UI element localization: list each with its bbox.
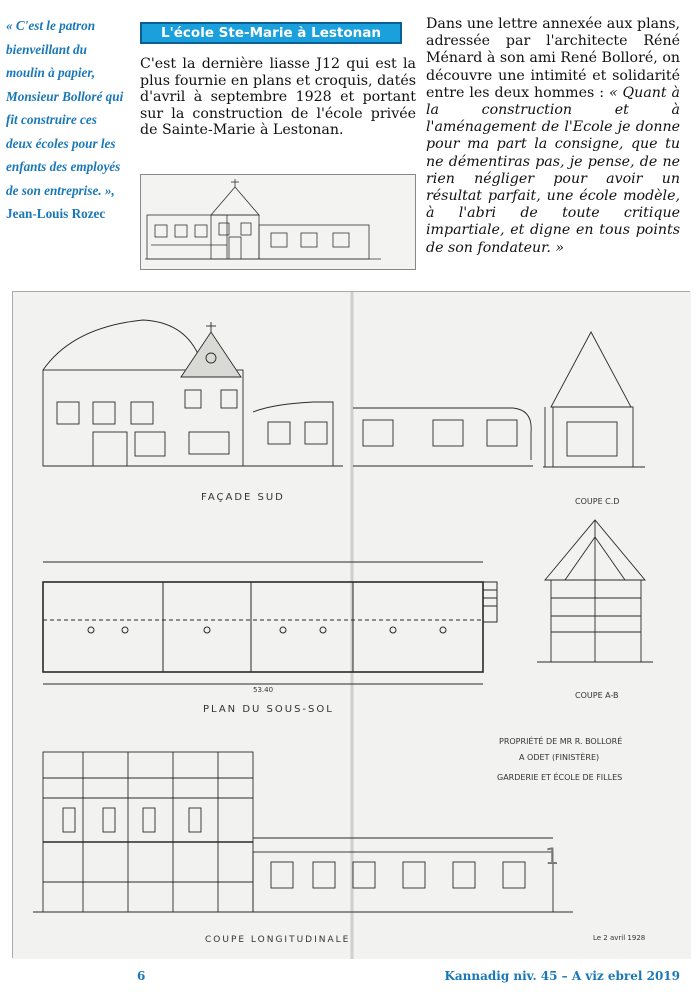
cut-cd-label: COUPE C.D	[575, 497, 620, 506]
cut-ab-label: COUPE A-B	[575, 691, 619, 700]
sidebar-quote-author: Jean-Louis Rozec	[6, 206, 106, 221]
owner-line-3: GARDERIE ET ÉCOLE DE FILLES	[497, 773, 623, 782]
architect-quote: « Quant à la construction et à l'aménagement de l'Ecole je donne pour ma part la consigne, que tu ne démentiras pas, je pense, de ne rien négliger pour avoir un résultat parfait, une école modèle, à l'abri de toute critique impartiale, et digne en tous points de son fondateur. »	[426, 84, 680, 256]
architectural-plan	[12, 291, 690, 958]
article-title	[140, 22, 402, 44]
small-elevation-drawing	[140, 174, 416, 270]
magazine-footer: Kannadig niv. 45 – A viz ebrel 2019	[444, 969, 680, 983]
architectural-plan-svg	[13, 292, 691, 959]
article-intro: C'est la dernière liasse J12 qui est la plus fournie en plans et croquis, datés d'avril à septembre 1928 et portant sur la construction de l'école privée de Sainte-Marie à Lestonan.	[140, 56, 416, 139]
article-right-column	[426, 16, 680, 257]
sidebar-quote	[6, 14, 126, 226]
article-right-text: Dans une lettre annexée aux plans, adressée par l'architecte Réné Ménard à son ami René Bolloré, on découvre une intimité et solidarité entre les deux hommes :	[426, 16, 680, 101]
basement-plan-label: PLAN DU SOUS-SOL	[203, 704, 334, 715]
article-title-text: L'école Ste-Marie à Lestonan	[161, 25, 381, 41]
owner-line-1: PROPRIÉTÉ DE MR R. BOLLORÉ	[499, 737, 623, 746]
sheet-number: 1	[545, 845, 559, 870]
plan-overall-dimension: 53.40	[253, 686, 274, 694]
small-elevation-svg	[141, 175, 417, 271]
plan-date-note: Le 2 avril 1928	[593, 934, 646, 942]
owner-line-2: A ODET (FINISTÈRE)	[519, 753, 600, 762]
page-number: 6	[137, 969, 146, 983]
longitudinal-cut-label: COUPE LONGITUDINALE	[205, 935, 351, 945]
sidebar-quote-text: « C'est le patron bienveillant du moulin à papier, Monsieur Bolloré qui fit construire ces deux écoles pour les enfants des employés de son entreprise. »,	[6, 18, 124, 198]
facade-label: FAÇADE SUD	[201, 492, 285, 503]
